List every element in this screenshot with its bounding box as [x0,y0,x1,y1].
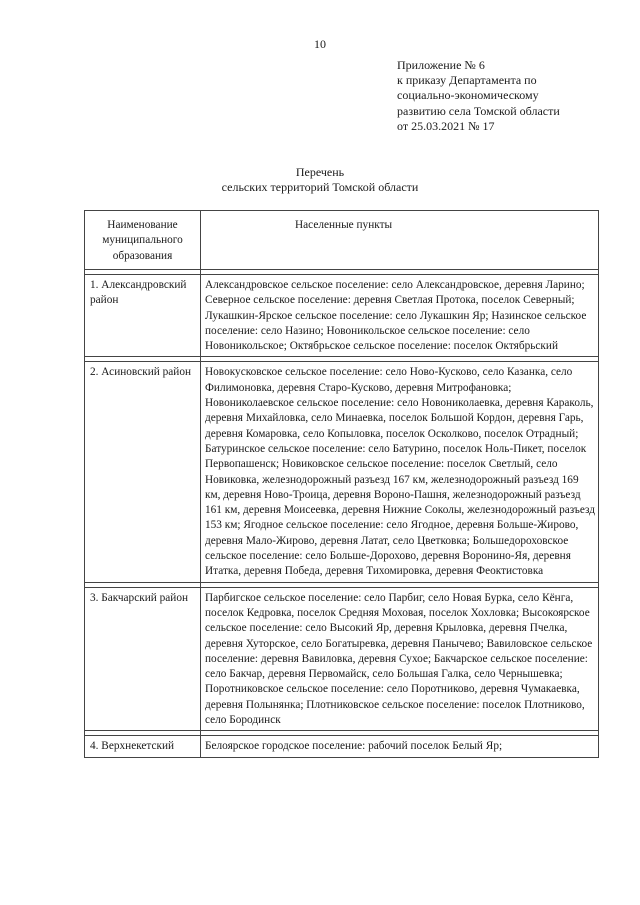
title-line-1: Перечень [295,165,345,179]
table-row [85,362,599,582]
page-number: 10 [314,37,326,51]
header-settlements: Населенные пункты [201,211,599,270]
appendix-line: развитию села Томской области [397,103,560,118]
district-cell: 3. Бакчарский район [85,587,201,731]
header-municipality: Наименование муниципального образования [85,211,201,270]
district-cell: 2. Асиновский район [85,362,201,582]
table-row [85,736,599,757]
settlements-cell: Белоярское городское поселение: рабочий поселок Белый Яр; [201,736,599,757]
table-row [85,275,599,357]
table-header-row [85,211,599,270]
appendix-line: социально-экономическому [397,88,539,103]
territories-table [84,210,599,758]
appendix-line: к приказу Департамента по [397,73,537,88]
settlements-cell: Новокусковское сельское поселение: село Ново-Кусково, село Казанка, село Филимоновка, деревня Старо-Кусково, деревня Митрофановка; Новониколаевское сельское поселение: село Новониколаевка, деревня Караколь, деревня Михайловка, село Минаевка, поселок Большой Кордон, деревня Гарь, деревня Комаровка, село Копыловка, поселок Осколково, поселок Отрадный; Батуринское сельское поселение: село Батурино, поселок Ноль-Пикет, поселок Первопашенск; Новиковское сельское поселение: поселок Светлый, село Новиковка, железнодорожный разъезд 167 км, железнодорожный разъезд 169 км, деревня Ново-Троица, деревня Вороно-Пашня, железнодорожный разъезд 161 км, деревня Моисеевка, деревня Нижние Соколы, железнодорожный разъезд 153 км; Ягодное сельское поселение: село Ягодное, деревня Больше-Жирово, деревня Мало-Жирово, деревня Латат, село Цветковка; Большедороховское сельское поселение: село Больше-Дорохово, деревня Воронино-Яя, деревня Итатка, деревня Победа, деревня Тихомировка, деревня Феоктистовка [201,362,599,582]
table-row [85,587,599,731]
title-line-2: сельских территорий Томской области [221,179,419,194]
document-title [0,165,640,194]
settlements-cell: Парбигское сельское поселение: село Парбиг, село Новая Бурка, село Кёнга, поселок Кедровка, поселок Средняя Моховая, поселок Хохловка; Высокоярское сельское поселение: село Высокий Яр, деревня Крыловка, деревня Пчелка, деревня Хуторское, село Богатыревка, деревня Панычево; Вавиловское сельское поселение: деревня Вавиловка, деревня Сухое; Бакчарское сельское поселение: село Бакчар, деревня Первомайск, село Большая Галка, село Чернышевка; Поротниковское сельское поселение: село Поротниково, деревня Чумакаевка, деревня Полынянка; Плотниковское сельское поселение: поселок Плотниково, село Бородинск [201,587,599,731]
appendix-line: от 25.03.2021 № 17 [397,118,495,133]
district-cell: 1. Александровский район [85,275,201,357]
district-cell: 4. Верхнекетский [85,736,201,757]
settlements-cell: Александровское сельское поселение: село Александровское, деревня Ларино; Северное сельское поселение: деревня Светлая Протока, поселок Северный; Лукашкин-Ярское сельское поселение: село Лукашкин Яр; Назинское сельское поселение: село Назино; Новоникольское сельское поселение: село Новоникольское; Октябрьское сельское поселение: поселок Октябрьский [201,275,599,357]
appendix-heading [397,58,627,134]
appendix-line: Приложение № 6 [397,58,485,72]
